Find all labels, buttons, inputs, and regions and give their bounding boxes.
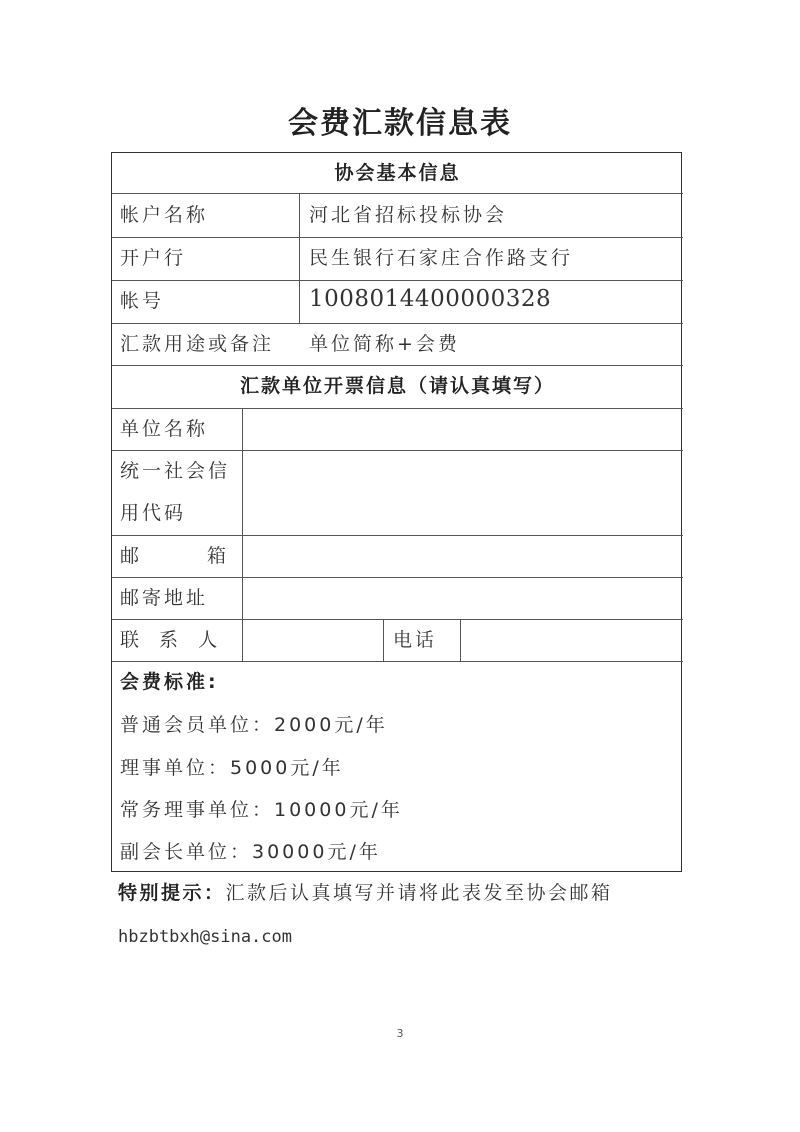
fee-item: 副会长单位：30000元/年 — [120, 841, 381, 863]
account-name-value: 河北省招标投标协会 — [309, 204, 508, 226]
special-notice-label: 特别提示： — [118, 882, 226, 904]
column-divider — [242, 408, 243, 661]
account-number-value: 1008014400000328 — [309, 286, 552, 312]
row-divider — [112, 661, 683, 662]
remittance-purpose-label: 汇款用途或备注 — [120, 333, 275, 355]
fee-item: 常务理事单位：10000元/年 — [120, 799, 403, 821]
column-divider — [460, 619, 461, 661]
special-notice-text: 汇款后认真填写并请将此表发至协会邮箱 — [225, 882, 613, 904]
association-email: hbzbtbxh@sina.com — [118, 927, 292, 947]
credit-code-label-line1: 统一社会信 — [120, 460, 231, 482]
account-number-label: 帐号 — [120, 290, 165, 312]
page-number: 3 — [396, 1027, 404, 1040]
bank-value: 民生银行石家庄合作路支行 — [309, 247, 574, 269]
basic-info-header: 协会基本信息 — [334, 162, 461, 184]
row-divider — [112, 323, 683, 324]
column-divider — [383, 619, 384, 661]
phone-label: 电话 — [393, 629, 438, 651]
row-divider — [112, 577, 683, 578]
row-divider — [112, 237, 683, 238]
row-divider — [112, 280, 683, 281]
email-label: 邮 箱 — [120, 545, 237, 567]
row-divider — [112, 619, 683, 620]
fee-standard-header: 会费标准: — [120, 671, 219, 693]
row-divider — [112, 535, 683, 536]
account-name-label: 帐户名称 — [120, 204, 209, 226]
fee-item: 普通会员单位：2000元/年 — [120, 714, 388, 736]
remittance-purpose-value: 单位简称+会费 — [309, 333, 460, 355]
invoice-info-header: 汇款单位开票信息（请认真填写） — [239, 375, 555, 397]
bank-label: 开户行 — [120, 247, 187, 269]
column-divider — [299, 193, 300, 323]
credit-code-label-line2: 用代码 — [120, 502, 187, 524]
row-divider — [112, 193, 683, 194]
address-label: 邮寄地址 — [120, 587, 209, 609]
row-divider — [112, 365, 683, 366]
page-title: 会费汇款信息表 — [288, 106, 512, 141]
row-divider — [112, 408, 683, 409]
unit-name-label: 单位名称 — [120, 418, 209, 440]
remittance-form-table — [111, 152, 682, 872]
fee-item: 理事单位：5000元/年 — [120, 757, 344, 779]
contact-label: 联 系 人 — [120, 629, 225, 651]
special-notice — [118, 880, 613, 906]
row-divider — [112, 450, 683, 451]
